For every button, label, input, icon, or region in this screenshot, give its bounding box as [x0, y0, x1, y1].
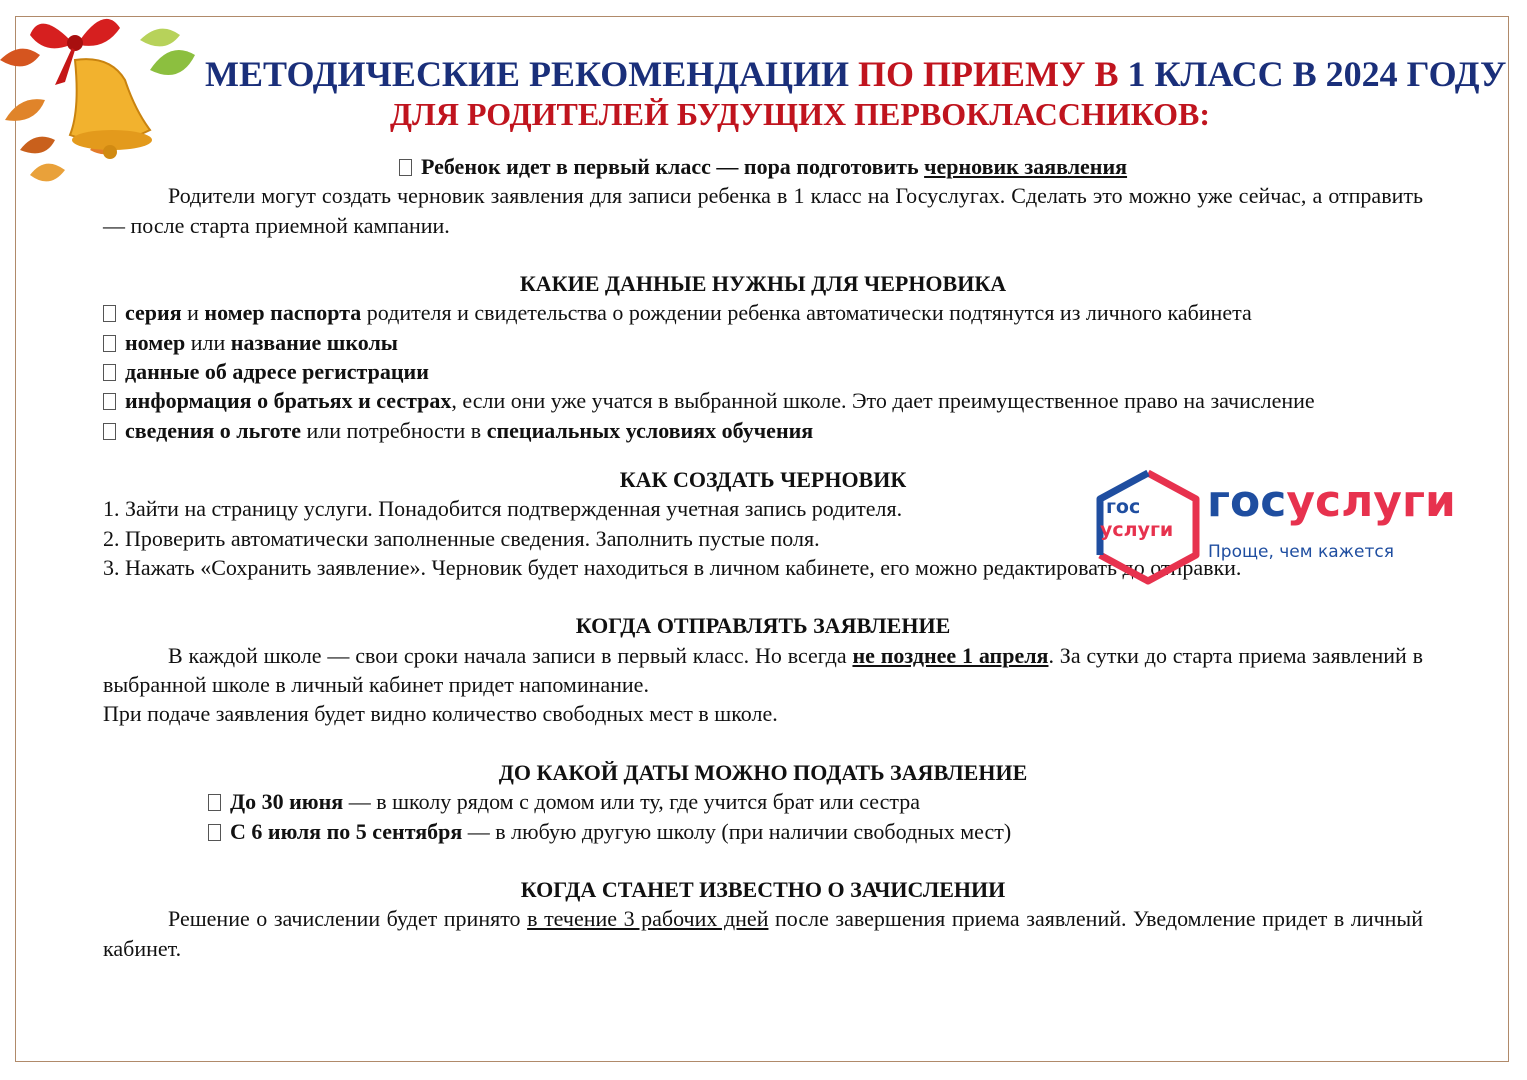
checkbox-bullet-icon	[103, 393, 116, 410]
intro-lead-text: Ребенок идет в первый класс — пора подготовить	[420, 154, 925, 179]
result-underlined: в течение 3 рабочих дней	[527, 906, 769, 932]
send-paragraph-1	[103, 641, 1423, 700]
logo-tagline: Проще, чем кажется	[1208, 542, 1394, 562]
title-part-3: 1 КЛАСС В 2024 ГОДУ	[1127, 54, 1507, 94]
data-item-4	[103, 386, 1423, 415]
data-item-1-text-1: и	[181, 300, 205, 326]
data-item-5	[103, 416, 1028, 445]
intro-lead	[103, 152, 1423, 181]
logo-wordmark	[1207, 477, 1456, 527]
checkbox-bullet-icon	[399, 159, 412, 176]
send-p1-text-c: . За сутки до старта приема заявлений в выбранной школе в личный кабинет придет напоминание.	[103, 642, 1423, 698]
result-paragraph	[103, 904, 1423, 963]
title-part-2: ПО ПРИЕМУ В	[858, 54, 1128, 94]
deadline-item-1-text: — в школу рядом с домом или ту, где учится брат или сестра	[343, 789, 920, 815]
data-item-1-bold-1: серия	[125, 300, 182, 326]
deadline-item-2	[103, 817, 1423, 846]
data-item-4-text-1: , если они уже учатся в выбранной школе. Это дает преимущественное право на зачисление	[451, 388, 1315, 414]
send-p1-deadline: не позднее 1 апреля	[852, 642, 1049, 668]
deadline-item-1	[103, 787, 1423, 816]
data-section-heading: КАКИЕ ДАННЫЕ НУЖНЫ ДЛЯ ЧЕРНОВИКА	[519, 271, 1007, 297]
data-item-2-bold-1: номер	[125, 329, 186, 355]
checkbox-bullet-icon	[103, 305, 116, 322]
deadline-item-1-bold: До 30 июня	[230, 789, 344, 815]
send-p1-text-a: В каждой школе — свои сроки начала записи в первый класс. Но всегда	[168, 642, 853, 668]
checkbox-bullet-icon	[208, 824, 221, 841]
create-section-heading: КАК СОЗДАТЬ ЧЕРНОВИК	[619, 466, 907, 492]
result-text-a: Решение о зачислении будет принято	[168, 906, 528, 932]
gosuslugi-logo	[1092, 467, 1456, 587]
result-text-c: после завершения приема заявлений. Уведомление придет в личный кабинет.	[103, 906, 1423, 961]
deadline-item-2-bold: С 6 июля по 5 сентября	[230, 818, 463, 844]
title-part-1: МЕТОДИЧЕСКИЕ РЕКОМЕНДАЦИИ	[205, 54, 859, 94]
data-item-5-bold-1: сведения о льготе	[125, 417, 301, 443]
deadline-item-2-text: — в любую другую школу (при наличии свободных мест)	[462, 818, 1012, 844]
intro-paragraph: Родители могут создать черновик заявления для записи ребенка в 1 класс на Госуслугах. Сделать это можно уже сейчас, а отправить — после старта приемной кампании.	[103, 183, 1423, 238]
result-section-heading: КОГДА СТАНЕТ ИЗВЕСТНО О ЗАЧИСЛЕНИИ	[520, 877, 1006, 903]
logo-hex-line-2: услуги	[1100, 519, 1174, 541]
deadline-section-heading: ДО КАКОЙ ДАТЫ МОЖНО ПОДАТЬ ЗАЯВЛЕНИЕ	[498, 759, 1028, 785]
checkbox-bullet-icon	[103, 364, 116, 381]
logo-word-part-1: гос	[1207, 476, 1287, 527]
data-item-4-bold-1: информация о братьях и сестрах	[125, 388, 452, 414]
data-item-5-bold-2: специальных условиях обучения	[486, 417, 814, 443]
data-item-1-bold-2: номер паспорта	[204, 300, 362, 326]
intro-lead-underlined: черновик заявления	[924, 154, 1128, 179]
data-item-2-bold-2: название школы	[230, 329, 398, 355]
data-item-2-text-1: или	[185, 329, 231, 355]
create-step-2: 2. Проверить автоматически заполненные сведения. Заполнить пустые поля.	[103, 525, 820, 551]
data-item-5-text-1: или потребности в	[300, 417, 487, 443]
create-step-1: 1. Зайти на страницу услуги. Понадобится подтвержденная учетная запись родителя.	[103, 496, 903, 522]
checkbox-bullet-icon	[103, 335, 116, 352]
logo-hex-line-1: гос	[1106, 496, 1141, 518]
logo-word-part-2: услуги	[1286, 476, 1456, 527]
checkbox-bullet-icon	[103, 423, 116, 440]
data-item-1	[103, 298, 1423, 327]
page-subtitle: ДЛЯ РОДИТЕЛЕЙ БУДУЩИХ ПЕРВОКЛАССНИКОВ:	[389, 96, 1211, 132]
data-item-2	[103, 328, 1423, 357]
send-paragraph-2: При подаче заявления будет видно количество свободных мест в школе.	[103, 701, 778, 727]
send-section-heading: КОГДА ОТПРАВЛЯТЬ ЗАЯВЛЕНИЕ	[575, 613, 951, 639]
data-item-3-bold-1: данные об адресе регистрации	[125, 359, 429, 385]
data-item-3	[103, 357, 1423, 386]
checkbox-bullet-icon	[208, 794, 221, 811]
page-title	[205, 54, 1505, 94]
data-item-1-text-2: родителя и свидетельства о рождении ребенка автоматически подтянутся из личного кабинета	[361, 300, 1252, 326]
create-step-3: 3. Нажать «Сохранить заявление». Черновик будет находиться в личном кабинете, его можно редактировать до отправки.	[103, 554, 1242, 580]
